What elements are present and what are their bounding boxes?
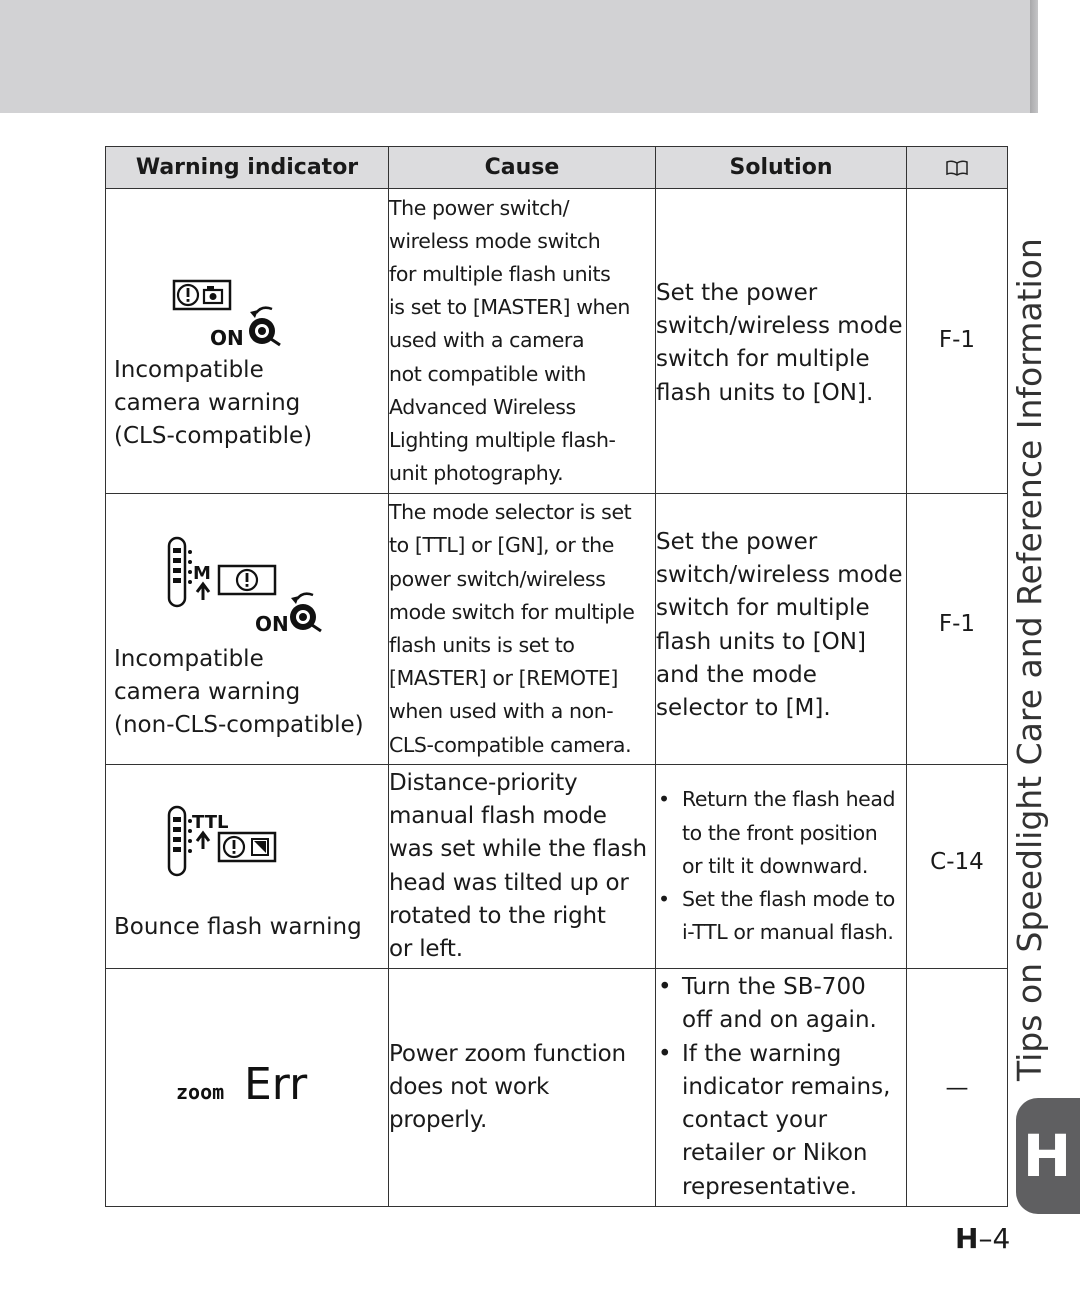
- cause-line: power switch/wireless: [389, 566, 606, 591]
- cause-line: rotated to the right: [389, 902, 606, 929]
- solution-line: i-TTL or manual flash.: [682, 920, 894, 945]
- solution-bullet-list: [656, 783, 906, 949]
- cause-line: not compatible with: [389, 361, 586, 386]
- solution-bullet: [656, 1038, 906, 1204]
- cause-cell: [389, 494, 656, 765]
- solution-line: and the mode: [656, 661, 817, 688]
- table-row: [106, 969, 1008, 1207]
- cause-line: or left.: [389, 935, 463, 962]
- cause-line: Distance-priority: [389, 769, 578, 796]
- solution-line: Set the power: [656, 280, 818, 306]
- cause-line: head was tilted up or: [389, 869, 629, 896]
- cause-line: used with a camera: [389, 328, 585, 353]
- solution-line: switch/wireless mode: [656, 562, 903, 589]
- label-line: (non-CLS-compatible): [114, 712, 364, 738]
- cause-line: mode switch for multiple: [389, 599, 635, 624]
- label-line: (CLS-compatible): [114, 423, 313, 449]
- indicator-label: [114, 354, 312, 453]
- cause-line: Lighting multiple flash-: [389, 428, 616, 452]
- section-tab[interactable]: H: [1016, 1098, 1080, 1214]
- reference-cell: F-1: [907, 189, 1008, 494]
- solution-line: to the front position: [682, 820, 878, 845]
- solution-line: selector to [M].: [656, 695, 831, 722]
- cause-line: The mode selector is set: [389, 500, 632, 525]
- svg-text:ON: ON: [210, 326, 244, 349]
- cause-cell: [389, 189, 656, 494]
- table-header-row: [106, 147, 1008, 189]
- cause-line: flash units is set to: [389, 633, 575, 657]
- header-solution: Solution: [656, 147, 907, 189]
- solution-line: representative.: [682, 1173, 858, 1200]
- label-line: camera warning: [114, 679, 301, 705]
- page-number-suffix: –4: [978, 1222, 1011, 1255]
- cause-cell: [389, 765, 656, 969]
- cause-line: Advanced Wireless: [389, 394, 576, 419]
- solution-line: contact your: [682, 1107, 828, 1134]
- indicator-label: [114, 911, 362, 944]
- solution-cell: [656, 494, 907, 765]
- solution-line: • Set the flash mode to: [682, 887, 895, 912]
- solution-bullet: [656, 783, 906, 883]
- solution-line: switch for multiple: [656, 595, 870, 622]
- cause-line: was set while the flash: [389, 836, 647, 863]
- solution-cell: [656, 765, 907, 969]
- label-line: camera warning: [114, 390, 301, 416]
- svg-text:zoom: zoom: [176, 1080, 225, 1104]
- solution-bullet: [656, 971, 906, 1037]
- solution-line: • If the warning: [682, 1040, 842, 1067]
- svg-text:TTL: TTL: [192, 812, 229, 833]
- solution-line: Set the power: [656, 529, 818, 555]
- reference-cell: C-14: [907, 765, 1008, 969]
- solution-line: or tilt it downward.: [682, 853, 868, 878]
- table-row: [106, 494, 1008, 765]
- svg-text:M: M: [193, 563, 211, 584]
- reference-cell: —: [907, 969, 1008, 1207]
- solution-cell: [656, 189, 907, 494]
- cause-cell: [389, 969, 656, 1207]
- header-band: [0, 0, 1030, 113]
- solution-bullet: [656, 883, 906, 949]
- incompatible-camera-cls-icon: [172, 279, 288, 349]
- indicator-label: [114, 643, 364, 742]
- book-icon: [946, 160, 968, 176]
- zoom-error-icon: [174, 1057, 324, 1107]
- cause-line: wireless mode switch: [389, 228, 601, 253]
- cause-line: does not work: [389, 1073, 550, 1100]
- solution-line: flash units to [ON].: [656, 379, 874, 406]
- indicator-cell: [106, 969, 389, 1207]
- cause-line: manual flash mode: [389, 803, 607, 830]
- bounce-flash-warning-icon: [166, 803, 281, 879]
- solution-cell: [656, 969, 907, 1207]
- cause-line: The power switch/: [389, 195, 570, 220]
- svg-text:Err: Err: [244, 1059, 308, 1107]
- svg-text:ON: ON: [255, 612, 289, 636]
- cause-line: [MASTER] or [REMOTE]: [389, 666, 618, 691]
- solution-line: indicator remains,: [682, 1073, 891, 1100]
- page-number-prefix: H: [955, 1222, 979, 1255]
- solution-line: retailer or Nikon: [682, 1140, 868, 1167]
- cause-line: to [TTL] or [GN], or the: [389, 533, 614, 558]
- side-section-title: Tips on Speedlight Care and Reference Information: [1010, 238, 1049, 1081]
- solution-bullet-list: [656, 971, 906, 1203]
- solution-line: switch/wireless mode: [656, 313, 903, 340]
- indicator-cell: [106, 494, 389, 765]
- header-cause: Cause: [389, 147, 656, 189]
- cause-line: CLS-compatible camera.: [389, 732, 632, 757]
- header-warning-indicator: Warning indicator: [106, 147, 389, 189]
- cause-line: is set to [MASTER] when: [389, 295, 630, 320]
- label-line: Incompatible: [114, 357, 264, 383]
- incompatible-camera-non-cls-icon: [166, 534, 328, 638]
- solution-line: • Turn the SB-700: [682, 974, 866, 1001]
- solution-line: switch for multiple: [656, 346, 870, 373]
- label-line: Bounce flash warning: [114, 914, 362, 940]
- cause-line: properly.: [389, 1107, 488, 1134]
- cause-line: for multiple flash units: [389, 261, 611, 286]
- warning-table: [105, 146, 1008, 1207]
- cause-line: when used with a non-: [389, 699, 614, 724]
- header-band-shadow: [1030, 0, 1038, 113]
- table-row: [106, 189, 1008, 494]
- label-line: Incompatible: [114, 646, 264, 672]
- solution-line: flash units to [ON]: [656, 628, 866, 655]
- indicator-cell: [106, 765, 389, 969]
- cause-line: Power zoom function: [389, 1040, 626, 1067]
- table-row: [106, 765, 1008, 969]
- indicator-cell: [106, 189, 389, 494]
- page-number: [955, 1222, 1010, 1255]
- cause-line: unit photography.: [389, 461, 564, 486]
- solution-line: off and on again.: [682, 1007, 877, 1034]
- solution-line: • Return the flash head: [682, 787, 896, 812]
- header-reference: [907, 147, 1008, 189]
- reference-cell: F-1: [907, 494, 1008, 765]
